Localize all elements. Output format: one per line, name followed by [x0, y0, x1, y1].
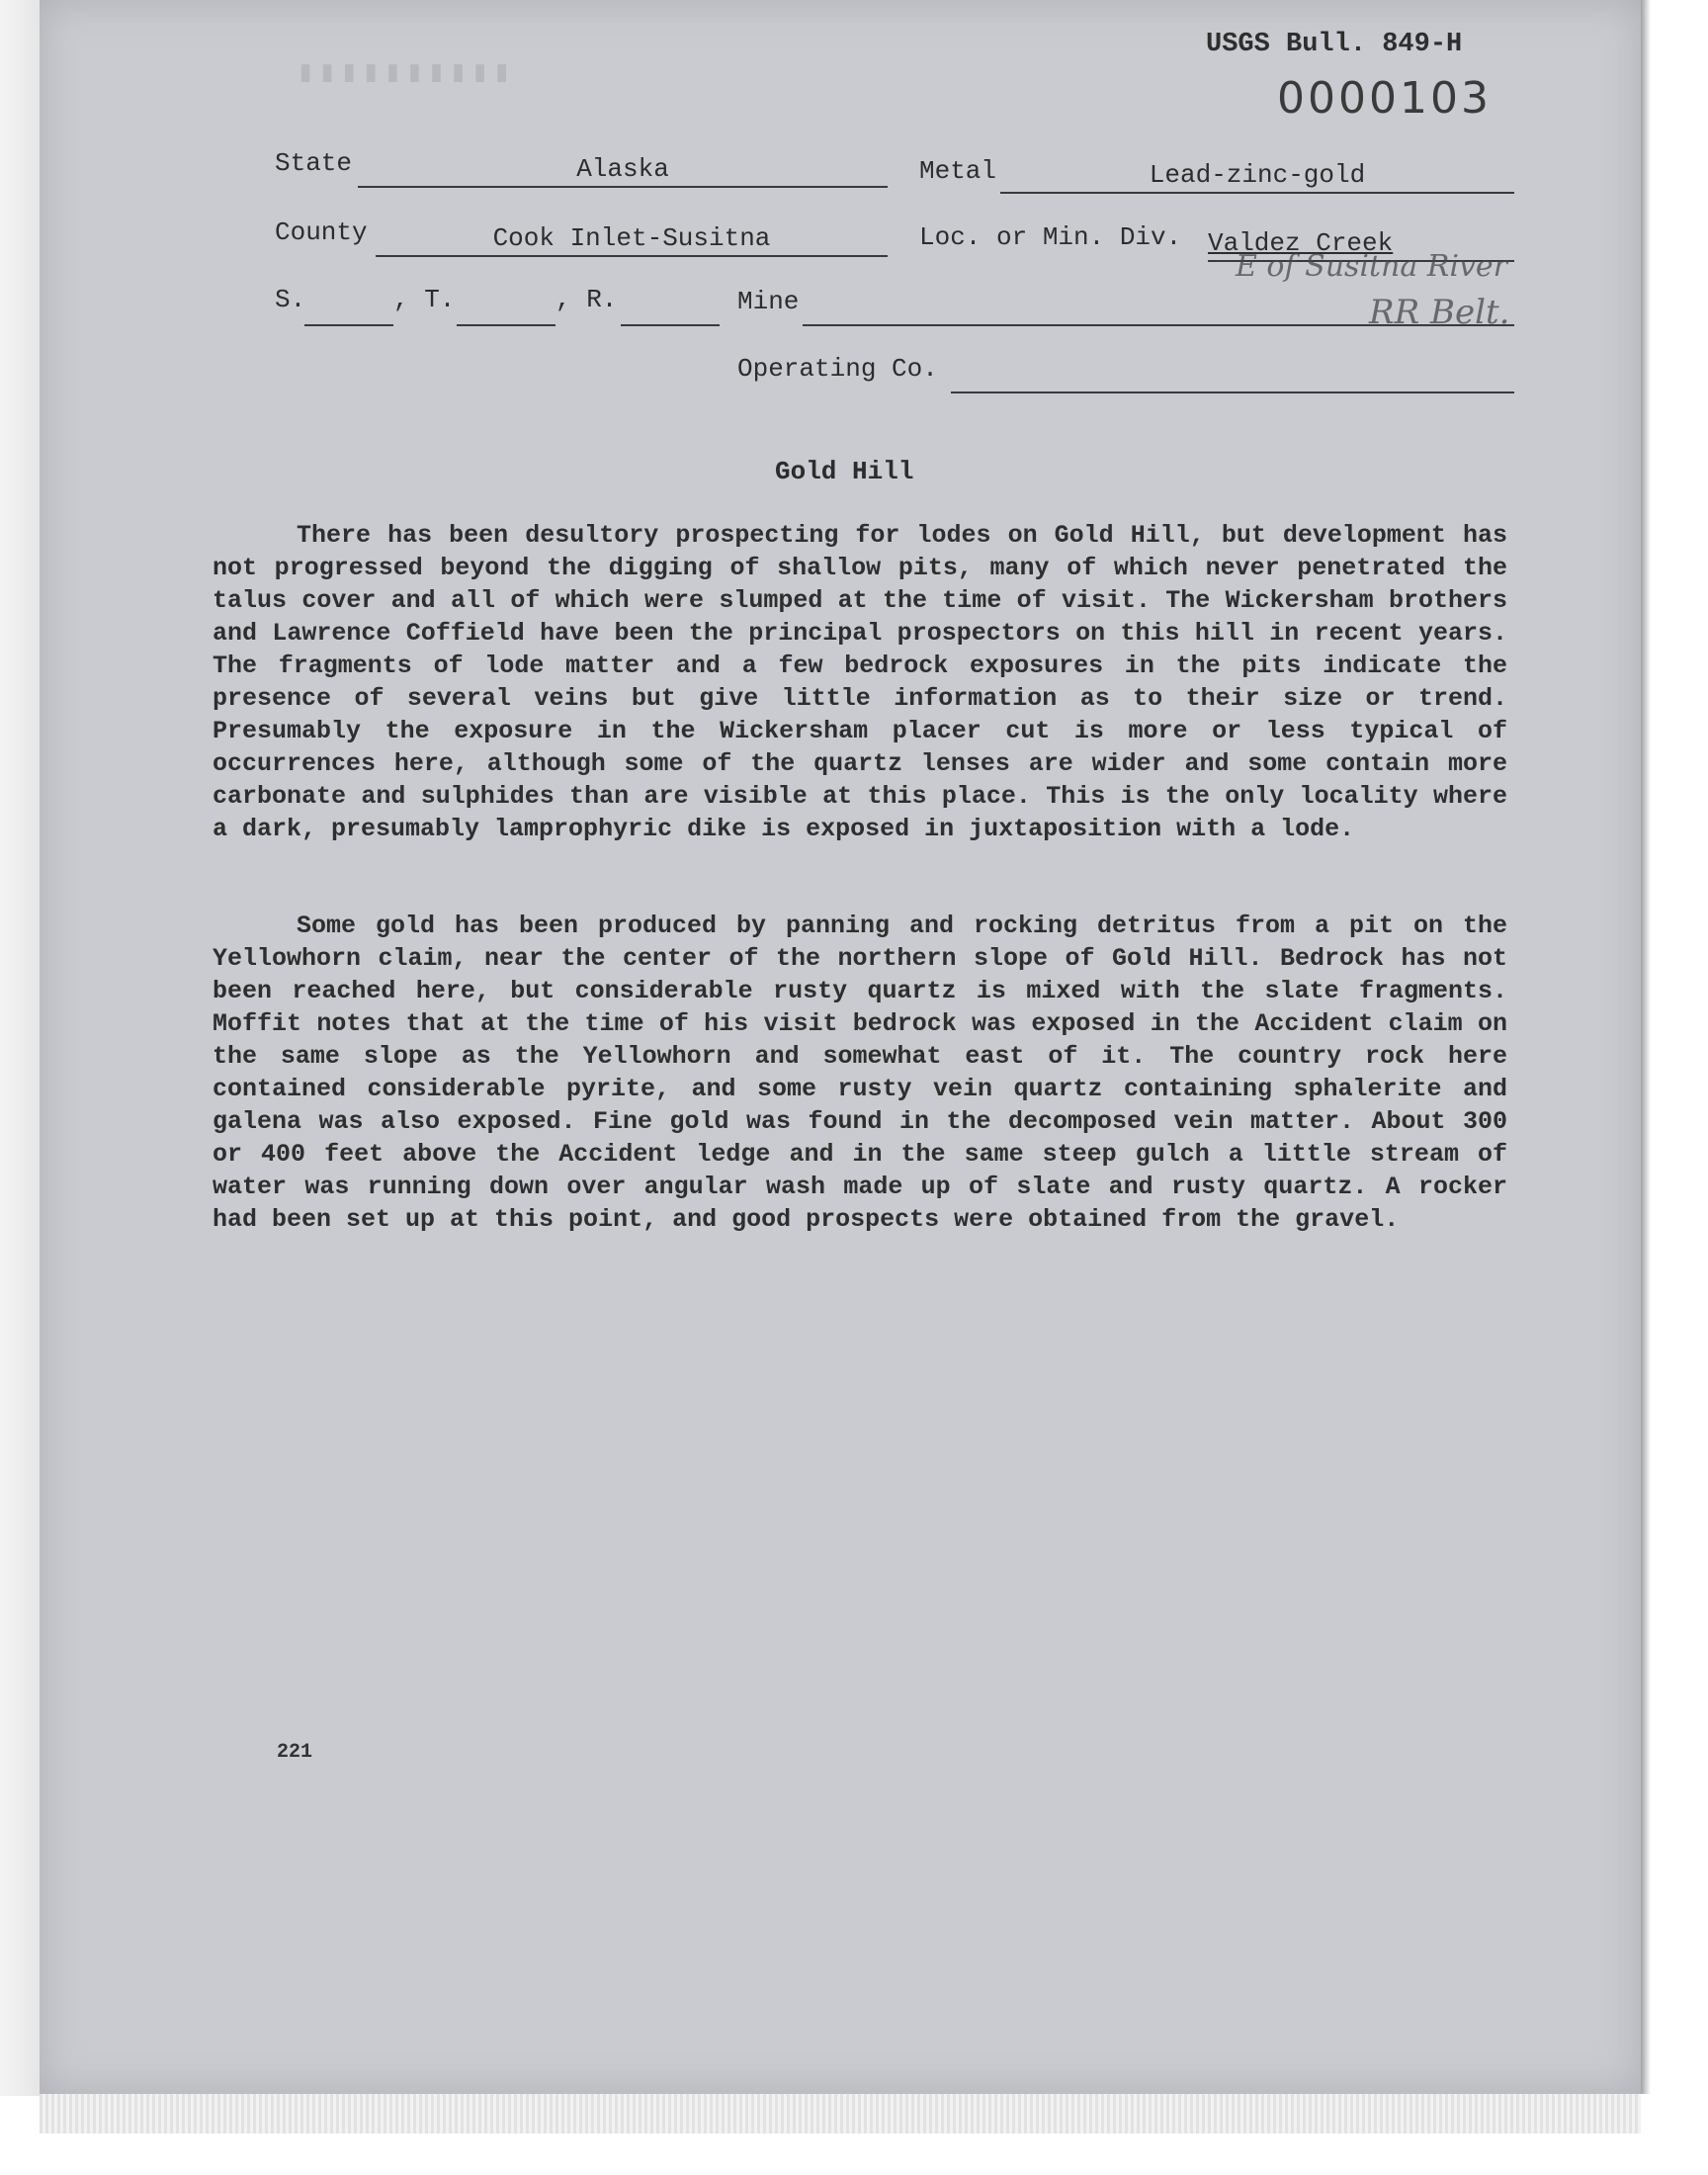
- section-label: S.: [275, 285, 306, 314]
- metal-field: [1000, 158, 1514, 194]
- bulletin-reference: USGS Bull. 849-H: [1206, 30, 1463, 59]
- state-value: Alaska: [576, 154, 669, 184]
- township-label: , T.: [393, 285, 456, 314]
- mine-field: [803, 291, 1514, 326]
- operating-co-field: [951, 358, 1514, 393]
- township-field: [457, 291, 555, 326]
- operating-co-label: Operating Co.: [737, 354, 938, 384]
- range-field: [621, 291, 720, 326]
- loc-label: Loc. or Min. Div.: [919, 222, 1182, 252]
- county-label: County: [275, 218, 368, 247]
- scan-bottom-strip: [40, 2094, 1641, 2133]
- document-number: 0000103: [1277, 73, 1492, 124]
- scan-left-margin: [0, 0, 40, 2096]
- loc-value: Valdez Creek: [1208, 228, 1394, 258]
- mine-label: Mine: [737, 287, 800, 316]
- page-number: 221: [277, 1741, 313, 1764]
- county-field: [376, 221, 888, 257]
- handwritten-note-1: E of Susitna River: [1236, 249, 1508, 284]
- county-value: Cook Inlet-Susitna: [492, 223, 771, 253]
- faint-stamp-mark: ▮▮▮▮▮▮▮▮▮▮: [297, 57, 515, 91]
- metal-label: Metal: [919, 156, 997, 186]
- sheet-edge-shadow: [1641, 0, 1651, 2094]
- section-title: Gold Hill: [775, 457, 914, 486]
- paragraph-2: Some gold has been produced by panning and rocking detritus from a pit on the Yellowhorn claim, near the center of the northern slope of Gold Hill. Bedrock has not been reached here, but considerable rusty quartz is mixed with the slate fragments. Moffit notes that at the time of his visit bedrock was exposed in the Accident claim on the same slope as the Yellowhorn and somewhat east of it. The country rock here contained considerable pyrite, and some rusty vein quartz containing sphalerite and galena was also exposed. Fine gold was found in the decomposed vein matter. About 300 or 400 feet above the Accident ledge and in the same steep gulch a little stream of water was running down over angular wash made up of slate and rusty quartz. A rocker had been set up at this point, and good prospects were obtained from the gravel.: [213, 912, 1507, 1234]
- state-field: [358, 152, 888, 188]
- handwritten-note-2: RR Belt.: [1369, 293, 1510, 332]
- paragraph-1: There has been desultory prospecting for lodes on Gold Hill, but development has not progressed beyond the digging of shallow pits, many of which never penetrated the talus cover and all of which were slumped at the time of visit. The Wickersham brothers and Lawrence Coffield have been the principal prospectors on this hill in recent years. The fragments of lode matter and a few bedrock exposures in the pits indicate the presence of several veins but give little information as to their size or trend. Presumably the exposure in the Wickersham placer cut is more or less typical of occurrences here, although some of the quartz lenses are wider and some contain more carbonate and sulphides than are visible at this place. This is the only locality where a dark, presumably lamprophyric dike is exposed in juxtaposition with a lode.: [213, 521, 1507, 843]
- section-field: [304, 291, 393, 326]
- state-label: State: [275, 148, 353, 178]
- metal-value: Lead-zinc-gold: [1149, 160, 1366, 190]
- range-label: , R.: [555, 285, 618, 314]
